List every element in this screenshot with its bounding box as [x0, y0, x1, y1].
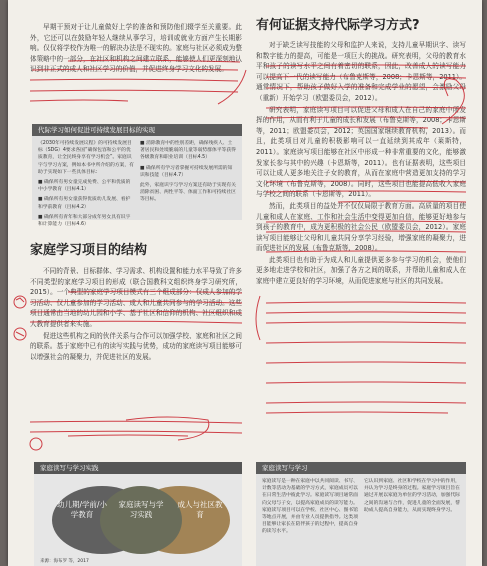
pen-underline — [266, 402, 466, 403]
section-title: 家庭学习项目的结构 — [30, 243, 148, 258]
pen-underline — [266, 312, 466, 313]
pen-underline — [266, 322, 466, 323]
pen-underline — [266, 412, 448, 413]
pen-underline — [30, 90, 238, 92]
pen-underline — [68, 435, 188, 436]
pen-underline — [30, 100, 128, 101]
pen-underline — [266, 362, 466, 363]
pen-stroke — [16, 332, 24, 336]
pen-underline — [266, 342, 466, 343]
sdg-col2-item: 此外，家庭识字与学习方案还有助于实现有关消除贫困、两性平等、体面工作和可持续社区等目标。 — [140, 183, 236, 203]
pen-circled-number — [30, 438, 42, 450]
intro-paragraph-block — [30, 22, 242, 76]
venn-label-right: 成人与社区教育 — [177, 500, 223, 519]
family-literacy-box-title: 家庭读写与学习 — [256, 462, 466, 474]
pen-circled-number — [14, 296, 26, 308]
sdg-col1-item: ■ 确保所有青年和大部分成年男女具有识字和计算能力（目标4.6） — [38, 214, 131, 228]
sdg-col2-item: ■ 消除教育中的性别差距，确保残疾人、土著居民和处境脆弱的儿童等弱势群体平等获得各级教育和职业培训（目标4.5） — [140, 141, 236, 161]
sdg-col1-item: 《2030年可持续发展议程》的可持续发展目标（SDG）4要求各国“确保包容和公平的优质教育，让全民终身享有学习机会”。家庭识字与学习方案，例如本书中所介绍的方案，有助于实现如下一些具体目标： — [38, 141, 134, 175]
sdg-box-col2 — [140, 140, 236, 231]
family-literacy-box-body — [256, 474, 466, 540]
sdg-col1-item: ■ 确保所有男女童获得优质幼儿发展、看护和学前教育（目标4.2） — [38, 197, 131, 210]
structure-paragraph-2: 促进这些机构之间的伙伴关系与合作可以加强学校、家庭和社区之间的联系。基于家庭中已有的读写实践与优势，成功的家庭读写项目能够可以增强社会的凝聚力，并促进社区的发展。 — [30, 331, 242, 361]
evidence-paragraph-1: 对于缺乏读写技能的父母和监护人来说，支持儿童早期识字、读写和数字能力的提高，可能是一项巨大的挑战。研究表明，父母的教育水平和孩子的读写水平之间有着密切的联系，因此，改善成人的读写能力可以提高下一代的读写能力（布鲁克斯等，2008；卡恩斯等，2011）。通常情况下，帮助孩子做好入学的准备和完成学业的愿望，会激励父母（重新）开始学习（欧盟委员会，2012）。 — [256, 41, 466, 102]
venn-figure-title: 家庭读写与学习实践 — [34, 462, 242, 474]
intro-paragraph: 早期干预对于让儿童做好上学的准备和预防他们辍学至关重要。此外，它还可以在鼓励年轻人继续从事学习，培训或就业方面产生长期影响。仅仅将学校作为唯一的解决办法是不现实的。家庭与社区必须成为整体策略中的一部分，在社区和机构之间建立联系，能够使人们更深刻地认识到非正式的成人和社区学习的价值，并促进终身学习文化的发展。 — [30, 23, 242, 74]
pen-underline — [266, 302, 466, 303]
sdg-box — [32, 124, 242, 228]
venn-source: 来源：海布罗 等，2017 — [40, 559, 89, 564]
evidence-paragraph-4: 此类项目也有助于为成人和儿童提供更多参与学习的机会，使他们更多地走进学校和社区，加强了各方之间的联系，并帮助儿童和成人在家庭中建立更良好的学习环境，从而促进家庭与社区的共同发展。 — [256, 255, 466, 286]
sdg-col2-item: ■ 确保所有学习者掌握可持续发展所需的知识和技能（目标4.7） — [140, 165, 233, 178]
document-page — [8, 0, 482, 566]
family-literacy-col2: 它认识到家庭、社区和学校在学习中的作用，并认为学习是终身的过程。家庭学习项目旨在通过开展以家庭为单位的学习活动，加强代际之间的沟通与合作，促进儿童的全面发展，帮助成人提高自身能力，从而实现终身学习。 — [364, 479, 460, 513]
pen-underline — [266, 382, 466, 383]
pen-circled-number — [14, 328, 26, 340]
evidence-title: 有何证据支持代际学习方式? — [256, 18, 420, 33]
structure-paragraph-1: 不同的背景、目标群体、学习需求、机构设置和能力水平导致了许多不同类型的家庭学习项目的形成（联合国教科文组织终身学习研究所，2015）。一个典型的家庭学习项目模式有三个组成部分：仅成人参加的学习活动、仅儿童参加的学习活动、成人和儿童共同参与的学习活动。这些项目通常由当地的幼儿园和小学、基于社区和信仰的机构、社区组织和成人教育提供者来实施。 — [30, 267, 242, 328]
structure-section — [30, 243, 242, 363]
pen-underline — [30, 431, 242, 433]
venn-figure-box — [34, 462, 242, 566]
pen-underline — [30, 421, 242, 423]
sdg-box-body — [32, 136, 242, 235]
evidence-paragraph-2: 研究表明，家庭读写项目可以促进父母和成人在自己的家庭中所发挥的作用，从而有利于儿童的成长和发展（布鲁克斯等，2008；卡恩斯等，2011；欧盟委员会，2012；英国国家继续教育机构，2013）。而且，此类项目对儿童的积极影响可以一直延续到其成年（莱斯特，2011）。家庭读写项目能够在社区中形成一种非常重要的文化，能够激发家长参与其中的兴趣（卡恩斯等，2011）。也有证据表明，这些项目可以让成人更多地关注子女的教育，从而在家庭中营造更加支持的学习文化环境（布鲁克斯等，2008）。同时，这些项目也能提高低收入家庭与学校之间的联系（卡恩斯等，2011）。 — [256, 105, 466, 199]
family-literacy-box — [256, 462, 466, 566]
pen-stroke — [16, 298, 24, 302]
sdg-box-col1 — [38, 140, 134, 231]
pen-bracket — [256, 296, 260, 340]
sdg-col1-item: ■ 确保所有男女童完成免费、公平和优质的中小学教育（目标4.1） — [38, 180, 131, 193]
sdg-box-title: 代际学习如何促进可持续发展目标的实现 — [32, 124, 242, 136]
pen-loop — [126, 417, 209, 440]
family-literacy-col1: 家庭读写是一种在家庭中以共同阅读、书写、计数等活动为基础的学习方式，家庭成员可以在日常生活中彼此学习。家庭读写项目通常面向父母与子女，以提高家庭成员的读写能力。家庭读写项目可以在学校、社区中心、图书馆等地点开展，并由专业人员提供指导。这类项目能够让家长在陪伴孩子的过程中，提高自身的读写水平。 — [262, 479, 358, 535]
venn-label-left: 幼儿期/学前/小学教育 — [56, 500, 108, 519]
venn-circle-middle — [100, 486, 182, 554]
evidence-paragraph-3: 然而，此类项目的益处并不仅仅局限于教育方面。高质量的项目使儿童和成人在家庭、工作和社会生活中变得更加自信，能够更好地参与到孩子的教育中，成为更积极的社会公民（欧盟委员会，2012）。家庭读写项目能够让父母和儿童共同分享学习经验，增强家庭的凝聚力，进而促进社区的发展（布鲁克斯等，2008）。 — [256, 201, 466, 253]
venn-label-middle: 家庭读写与学习实践 — [118, 500, 164, 519]
evidence-section — [256, 18, 466, 288]
pen-underline — [30, 79, 238, 81]
